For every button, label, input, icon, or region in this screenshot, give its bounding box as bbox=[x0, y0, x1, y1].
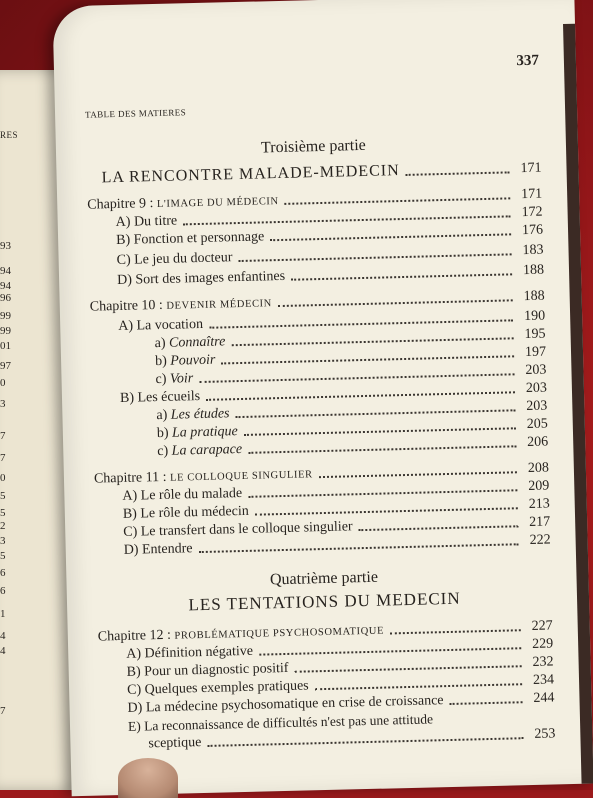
page-ref: 171 bbox=[520, 186, 543, 203]
toc-entry: C) Quelques exemples pratiques 234 bbox=[126, 672, 555, 698]
left-page-number-fragment: 6 bbox=[0, 585, 6, 597]
chapter-11-row: Chapitre 11 : LE COLLOQUE SINGULIER 208 bbox=[93, 460, 550, 487]
toc-subentry: a) Connaître 195 bbox=[154, 326, 546, 352]
toc-entry: B) Le rôle du médecin 213 bbox=[122, 496, 550, 522]
toc-entry: B) Fonction et personnage 176 bbox=[115, 222, 544, 249]
part3-title: Troisième partie bbox=[260, 136, 366, 157]
left-page-number-fragment: 99 bbox=[0, 310, 11, 322]
left-page-header-fragment: RES bbox=[0, 130, 19, 140]
left-page-number-fragment: 2 bbox=[0, 520, 6, 532]
page-ref: 171 bbox=[520, 160, 542, 177]
left-page-number-fragment: 0 bbox=[0, 377, 6, 389]
toc-subentry: a) Les études 203 bbox=[156, 398, 548, 424]
toc-entry: D) Entendre 222 bbox=[123, 532, 551, 558]
chapter-label: Chapitre 12 : PROBLÉMATIQUE PSYCHOSOMATIQUE bbox=[97, 625, 385, 645]
left-page-number-fragment: 97 bbox=[0, 360, 11, 372]
left-page-number-fragment: 0 bbox=[0, 472, 6, 484]
leader-dots bbox=[406, 170, 510, 176]
toc-entry: D) Sort des images enfantines 188 bbox=[116, 262, 545, 288]
toc-subentry: c) Voir 203 bbox=[155, 362, 547, 388]
left-page-number-fragment: 94 bbox=[0, 265, 11, 277]
chapter-label: Chapitre 11 : LE COLLOQUE SINGULIER bbox=[93, 469, 313, 487]
toc-subentry: b) Pouvoir 197 bbox=[154, 344, 547, 370]
toc-entry: A) La vocation 190 bbox=[118, 308, 546, 334]
chapter-label: Chapitre 10 : DEVENIR MÉDECIN bbox=[89, 297, 273, 315]
part3-heading-row bbox=[86, 159, 541, 188]
left-page-number-fragment: 7 bbox=[0, 430, 6, 442]
toc-entry: D) La médecine psychosomatique en crise de croissance 244 bbox=[127, 690, 555, 716]
chapter-12-row: Chapitre 12 : PROBLÉMATIQUE PSYCHOSOMATIQUE 227 bbox=[97, 618, 553, 645]
left-page-number-fragment: 7 bbox=[0, 452, 6, 464]
toc-entry: A) Définition négative 229 bbox=[126, 636, 554, 662]
left-page-number-fragment: 4 bbox=[0, 645, 6, 657]
left-page-number-fragment: 5 bbox=[0, 550, 6, 562]
left-page-number-fragment: 99 bbox=[0, 325, 11, 337]
chapter-label: Chapitre 9 : L'IMAGE DU MÉDECIN bbox=[87, 196, 279, 213]
left-page-number-fragment: 5 bbox=[0, 507, 6, 519]
left-page-number-fragment: 7 bbox=[0, 705, 6, 717]
part4-heading: LES TENTATIONS DU MEDECIN bbox=[188, 588, 461, 615]
left-page-number-fragment: 94 bbox=[0, 280, 11, 292]
left-page-number-fragment: 6 bbox=[0, 567, 6, 579]
left-page-number-fragment: 5 bbox=[0, 490, 6, 502]
left-page-number-fragment: 3 bbox=[0, 398, 6, 410]
toc-subentry: b) La pratique 205 bbox=[156, 416, 548, 442]
toc-entry: C) Le transfert dans le colloque singulier 217 bbox=[123, 514, 551, 540]
toc-entry-continuation: sceptique 253 bbox=[148, 726, 556, 752]
toc-subentry: c) La carapace 206 bbox=[157, 434, 549, 460]
left-page-number-fragment: 96 bbox=[0, 292, 11, 304]
left-page-number-fragment: 3 bbox=[0, 535, 6, 547]
toc-entry: B) Pour un diagnostic positif 232 bbox=[126, 654, 554, 680]
toc-entry: E) La reconnaissance de difficultés n'est pas une attitude bbox=[127, 711, 434, 734]
toc-entry: A) Du titre 172 bbox=[115, 204, 543, 231]
left-page-number-fragment: 01 bbox=[0, 340, 11, 352]
toc-entry: A) Le rôle du malade 209 bbox=[122, 478, 550, 504]
part4-title: Quatrième partie bbox=[269, 568, 379, 589]
book-page bbox=[52, 0, 593, 796]
toc-entry: C) Le jeu du docteur 183 bbox=[116, 242, 544, 268]
toc-entry: B) Les écueils 203 bbox=[119, 380, 548, 406]
chapter-10-row: Chapitre 10 : DEVENIR MÉDECIN 188 bbox=[89, 288, 545, 315]
page-number: 337 bbox=[516, 52, 540, 70]
left-page-number-fragment: 4 bbox=[0, 630, 6, 642]
part3-heading: LA RENCONTRE MALADE-MEDECIN bbox=[101, 162, 400, 187]
left-page-number-fragment: 93 bbox=[0, 240, 11, 252]
thumb bbox=[118, 758, 178, 798]
running-head: TABLE DES MATIERES bbox=[84, 107, 187, 120]
left-page-number-fragment: 1 bbox=[0, 608, 6, 620]
